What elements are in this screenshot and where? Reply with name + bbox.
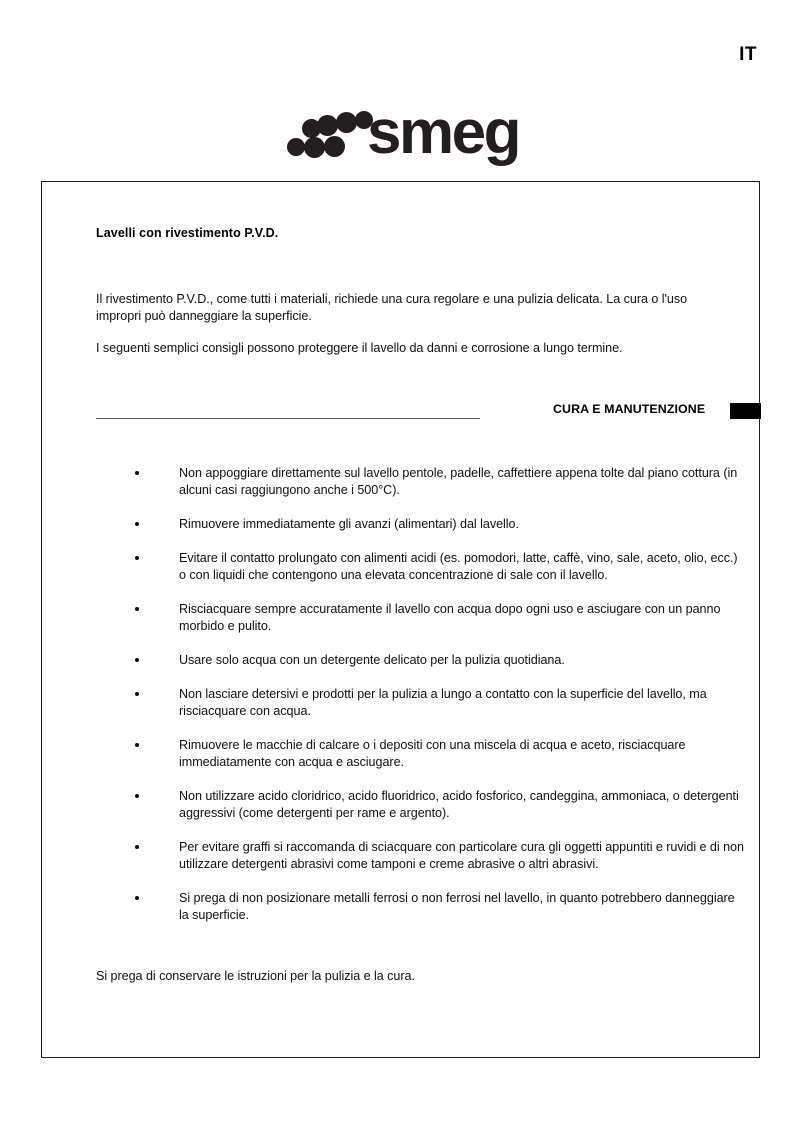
closing-note: Si prega di conservare le istruzioni per la pulizia e la cura. [96, 969, 415, 983]
list-item [96, 652, 744, 669]
list-item-text: Rimuovere immediatamente gli avanzi (alimentari) dal lavello. [179, 517, 519, 531]
list-item [96, 788, 744, 822]
list-item [96, 890, 744, 924]
list-item [96, 839, 744, 873]
list-item [96, 465, 744, 499]
list-item-text: Evitare il contatto prolungato con alimenti acidi (es. pomodori, latte, caffè, vino, sale, aceto, olio, ecc.) o con liquidi che contengono una elevata concentrazione di sale con il lavello. [179, 551, 738, 582]
intro-paragraph-1: Il rivestimento P.V.D., come tutti i materiali, richiede una cura regolare e una pulizia delicata. La cura o l'uso impropri può danneggiare la superficie. [96, 292, 688, 323]
list-item [96, 737, 744, 771]
list-item-text: Rimuovere le macchie di calcare o i depositi con una miscela di acqua e aceto, risciacquare immediatamente con acqua e asciugare. [179, 738, 686, 769]
bullet-icon [135, 845, 139, 849]
smeg-dots-logo-icon [285, 110, 371, 160]
list-item [96, 601, 744, 635]
bullet-icon [135, 692, 139, 696]
care-maintenance-band [96, 400, 721, 422]
bullet-icon [135, 896, 139, 900]
list-item-text: Usare solo acqua con un detergente delicato per la pulizia quotidiana. [179, 653, 565, 667]
bullet-icon [135, 743, 139, 747]
bullet-icon [135, 794, 139, 798]
list-item-text: Non lasciare detersivi e prodotti per la pulizia a lungo a contatto con la superficie del lavello, ma risciacquare con acqua. [179, 687, 707, 718]
list-item-text: Si prega di non posizionare metalli ferrosi o non ferrosi nel lavello, in quanto potrebbero danneggiare la superficie. [179, 891, 735, 922]
intro-paragraph-2: I seguenti semplici consigli possono proteggere il lavello da danni e corrosione a lungo termine. [96, 341, 623, 355]
bullet-icon [135, 522, 139, 526]
list-item [96, 686, 744, 720]
horizontal-rule [96, 418, 480, 419]
list-item [96, 516, 744, 533]
black-swatch [730, 403, 761, 419]
language-code: IT [739, 44, 757, 65]
care-instructions-list [96, 465, 744, 924]
list-item-text: Non utilizzare acido cloridrico, acido fluoridrico, acido fosforico, candeggina, ammoniaca, o detergenti aggressivi (come detergenti per rame e argento). [179, 789, 739, 820]
list-item-text: Non appoggiare direttamente sul lavello pentole, padelle, caffettiere appena tolte dal piano cottura (in alcuni casi raggiungono anche i 500°C). [179, 466, 738, 497]
bullet-icon [135, 658, 139, 662]
brand-logo [0, 98, 802, 168]
bullet-icon [135, 471, 139, 475]
page-title: Lavelli con rivestimento P.V.D. [96, 226, 279, 240]
list-item-text: Risciacquare sempre accuratamente il lavello con acqua dopo ogni uso e asciugare con un panno morbido e pulito. [179, 602, 721, 633]
list-item [96, 550, 744, 584]
bullet-icon [135, 556, 139, 560]
document-frame [41, 181, 760, 1058]
bullet-icon [135, 607, 139, 611]
care-maintenance-label: CURA E MANUTENZIONE [553, 402, 706, 416]
list-item-text: Per evitare graffi si raccomanda di sciacquare con particolare cura gli oggetti appuntiti e ruvidi e di non utilizzare detergenti abrasivi come tamponi e creme abrasive o altri abrasivi. [179, 840, 744, 871]
brand-wordmark: smeg [367, 98, 519, 167]
